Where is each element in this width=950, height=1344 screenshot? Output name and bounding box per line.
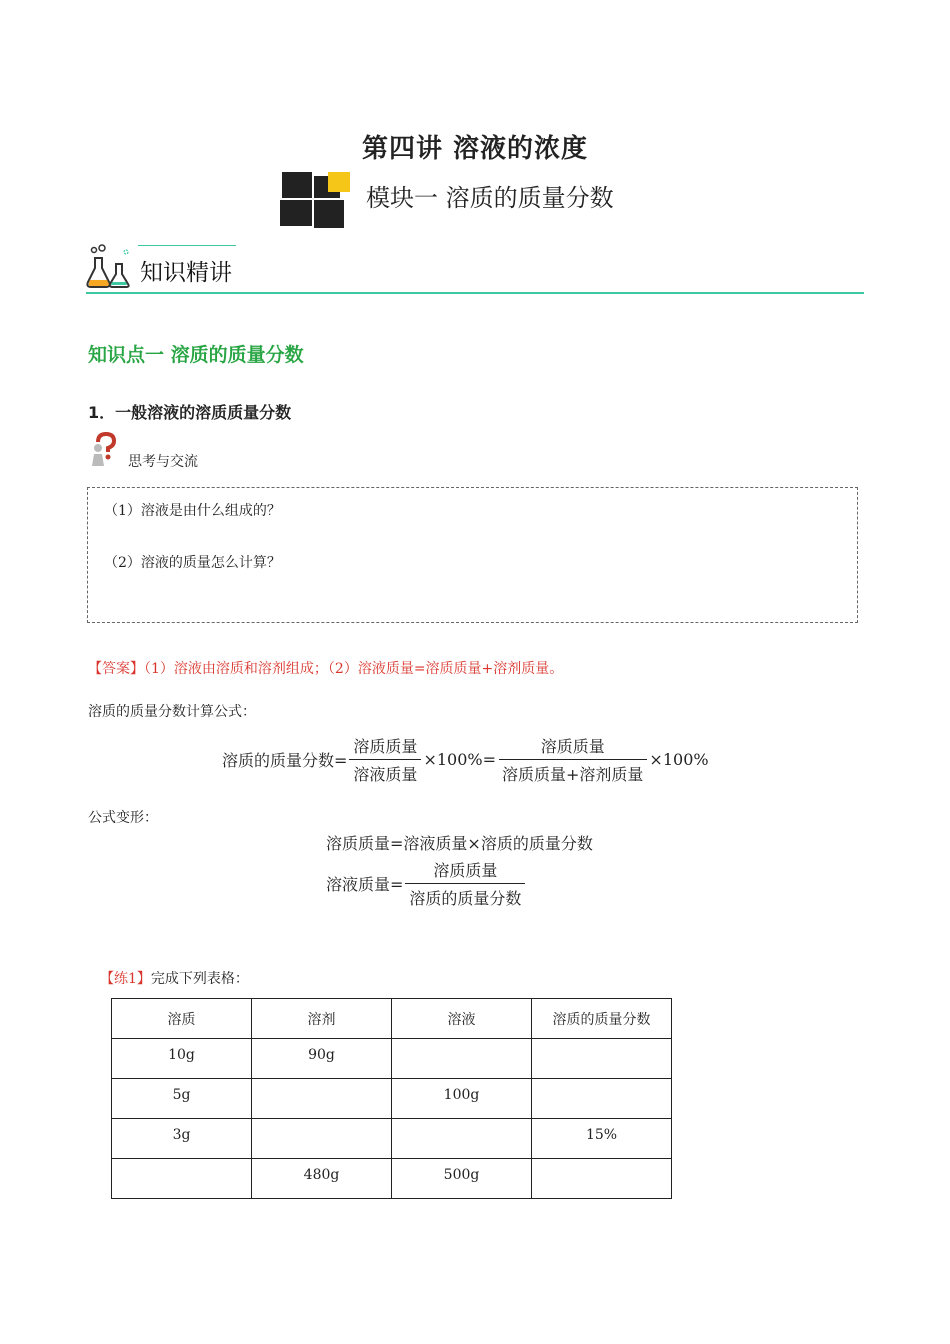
question-2: （2）溶液的质量怎么计算？ [104, 555, 281, 571]
table-cell: 10g [112, 1039, 252, 1079]
module-title: 模块一 溶质的质量分数 [366, 184, 614, 212]
table-cell [112, 1159, 252, 1199]
table-cell [392, 1119, 532, 1159]
table-cell [532, 1079, 672, 1119]
table-cell: 90g [252, 1039, 392, 1079]
table-cell [532, 1039, 672, 1079]
formula1-tail: ×100% [649, 749, 709, 769]
flask-icon [86, 244, 134, 290]
table-header-row [112, 999, 672, 1039]
table-row [112, 1039, 672, 1079]
fraction-1 [349, 734, 421, 785]
table-cell: 500g [392, 1159, 532, 1199]
fraction-3-denominator: 溶质的质量分数 [409, 889, 522, 908]
exercise-tag: 【练1】 [100, 971, 151, 987]
formula-solution-mass [326, 858, 527, 909]
question-box [87, 487, 858, 623]
section-label: 知识精讲 [140, 260, 232, 286]
formula-intro: 溶质的质量分数计算公式： [88, 704, 256, 720]
formula3-lhs: 溶液质量= [326, 875, 404, 894]
table-cell: 15% [532, 1119, 672, 1159]
section-header [86, 242, 864, 294]
answer-text: 【答案】（1）溶液由溶质和溶剂组成；（2）溶液质量=溶质质量+溶剂质量。 [88, 661, 564, 677]
module-blocks-icon [280, 170, 350, 228]
knowledge-point-title: 知识点一 溶质的质量分数 [88, 344, 304, 366]
table-header: 溶质 [112, 999, 252, 1039]
formula-solute-mass: 溶质质量=溶液质量×溶质的质量分数 [326, 834, 593, 853]
fraction-2-numerator: 溶质质量 [499, 734, 647, 760]
table-header: 溶液 [392, 999, 532, 1039]
table-row [112, 1159, 672, 1199]
transform-intro: 公式变形： [88, 810, 158, 826]
fraction-3-numerator: 溶质质量 [405, 858, 525, 884]
fraction-2-denominator: 溶质质量+溶剂质量 [502, 764, 644, 784]
formula1-mid: ×100%= [423, 749, 496, 769]
table-cell [252, 1079, 392, 1119]
fraction-3 [405, 858, 525, 909]
table-cell [532, 1159, 672, 1199]
think-label: 思考与交流 [128, 454, 198, 470]
formula1-lhs: 溶质的质量分数= [222, 750, 348, 770]
table-row [112, 1119, 672, 1159]
table-cell: 3g [112, 1119, 252, 1159]
question-figure-icon [88, 432, 120, 466]
table-header: 溶剂 [252, 999, 392, 1039]
table-cell [392, 1039, 532, 1079]
exercise-text: 完成下列表格： [150, 971, 249, 987]
fraction-1-numerator: 溶质质量 [349, 734, 421, 760]
table-row [112, 1079, 672, 1119]
table-header: 溶质的质量分数 [532, 999, 672, 1039]
formula-mass-fraction [222, 736, 709, 782]
exercise-prompt [100, 968, 249, 988]
page-title: 第四讲 溶液的浓度 [361, 134, 589, 164]
table-cell: 5g [112, 1079, 252, 1119]
table-cell [252, 1119, 392, 1159]
fraction-1-denominator: 溶液质量 [353, 764, 418, 784]
subheading: 1．一般溶液的溶质质量分数 [88, 403, 292, 422]
question-1: （1）溶液是由什么组成的？ [104, 503, 281, 519]
exercise-table [111, 998, 672, 1199]
table-cell: 480g [252, 1159, 392, 1199]
fraction-2 [498, 734, 647, 785]
table-cell: 100g [392, 1079, 532, 1119]
